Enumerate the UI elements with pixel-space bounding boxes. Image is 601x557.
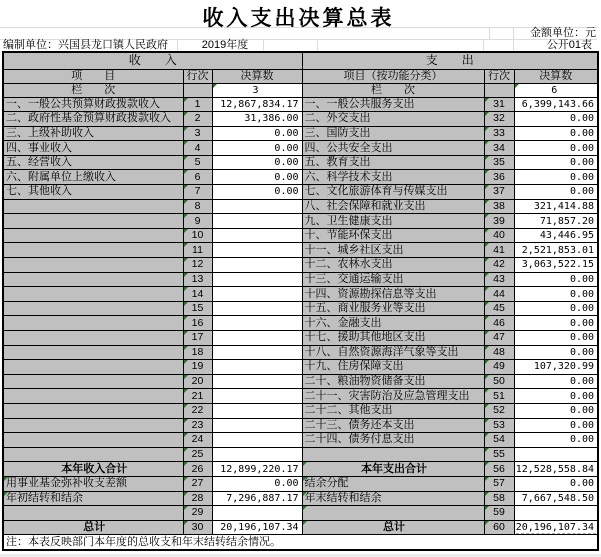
income-amount: 7,296,887.17 — [212, 491, 302, 506]
income-amount — [212, 243, 302, 258]
expense-line-number: 56 — [484, 462, 514, 477]
expense-amount: 0.00 — [514, 389, 598, 404]
table-row — [3, 316, 598, 331]
income-line-number: 1 — [183, 97, 212, 112]
income-amount — [212, 272, 302, 287]
expense-line-number: 41 — [484, 243, 514, 258]
income-line-number: 3 — [183, 126, 212, 141]
expense-amount: 0.00 — [514, 316, 598, 331]
income-line-number: 19 — [183, 360, 212, 375]
column-number-row — [3, 83, 598, 97]
expense-item-label: 十三、交通运输支出 — [302, 272, 484, 287]
expense-amount: 0.00 — [514, 141, 598, 156]
expense-amount: 71,857.20 — [514, 214, 598, 229]
expense-line-number: 45 — [484, 301, 514, 316]
table-row — [3, 520, 598, 535]
income-amount: 0.00 — [212, 170, 302, 185]
expense-line-number: 33 — [484, 126, 514, 141]
expense-line-number: 60 — [484, 520, 514, 535]
expense-line-number: 38 — [484, 199, 514, 214]
income-item-label — [3, 331, 183, 346]
expense-amount: 107,320.99 — [514, 360, 598, 375]
expense-item-label: 八、社会保障和就业支出 — [302, 199, 484, 214]
expense-item-label: 七、文化旅游体育与传媒支出 — [302, 185, 484, 200]
expense-line-number: 50 — [484, 374, 514, 389]
table-row — [3, 447, 598, 462]
expense-amount: 6,399,143.66 — [514, 97, 598, 112]
table-row — [3, 228, 598, 243]
expense-amount: 43,446.95 — [514, 228, 598, 243]
income-amount — [212, 316, 302, 331]
income-line-number: 29 — [183, 506, 212, 521]
income-item-label: 二、政府性基金预算财政拨款收入 — [3, 112, 183, 127]
expense-amount: 0.00 — [514, 287, 598, 302]
expense-item-header: 项目（按功能分类） — [302, 69, 484, 83]
income-amount — [212, 433, 302, 448]
income-line-number: 24 — [183, 433, 212, 448]
expense-item-label: 十六、金融支出 — [302, 316, 484, 331]
income-line-number: 22 — [183, 403, 212, 418]
expense-item-label — [302, 447, 484, 462]
table-row — [3, 360, 598, 375]
expense-item-label: 十、节能环保支出 — [302, 228, 484, 243]
expense-item-label: 九、卫生健康支出 — [302, 214, 484, 229]
income-amount — [212, 287, 302, 302]
table-row — [3, 345, 598, 360]
income-amount — [212, 228, 302, 243]
table-row — [3, 374, 598, 389]
footnote: 注：本表反映部门本年度的总收支和年末结转结余情况。 — [3, 535, 598, 550]
final-accounts-table — [2, 51, 599, 551]
expense-amount — [514, 447, 598, 462]
income-item-label — [3, 272, 183, 287]
income-line-number: 10 — [183, 228, 212, 243]
expense-amount: 0.00 — [514, 155, 598, 170]
section-header-row — [3, 52, 598, 69]
income-item-label — [3, 418, 183, 433]
expense-item-label: 十四、资源勘探信息等支出 — [302, 287, 484, 302]
income-line-header: 行次 — [183, 69, 212, 83]
table-row — [3, 331, 598, 346]
income-item-label — [3, 433, 183, 448]
expense-amount: 0.00 — [514, 345, 598, 360]
table-row — [3, 476, 598, 491]
income-item-label — [3, 228, 183, 243]
table-row — [3, 506, 598, 521]
income-item-label — [3, 345, 183, 360]
table-row — [3, 301, 598, 316]
income-line-number: 15 — [183, 301, 212, 316]
expense-line-number: 51 — [484, 389, 514, 404]
expense-line-number: 49 — [484, 360, 514, 375]
expense-line-number: 43 — [484, 272, 514, 287]
meta-row — [0, 39, 597, 51]
income-item-label: 年初结转和结余 — [3, 491, 183, 506]
table-row — [3, 155, 598, 170]
expense-item-label: 年末结转和结余 — [302, 491, 484, 506]
income-item-label — [3, 214, 183, 229]
expense-item-label: 十九、住房保障支出 — [302, 360, 484, 375]
table-row — [3, 185, 598, 200]
expense-line-number: 40 — [484, 228, 514, 243]
expense-amount-header: 决算数 — [514, 69, 598, 83]
table-row — [3, 389, 598, 404]
income-line-number: 17 — [183, 331, 212, 346]
income-item-label: 一、一般公共预算财政拨款收入 — [3, 97, 183, 112]
income-item-label — [3, 447, 183, 462]
expense-item-label: 十五、商业服务业等支出 — [302, 301, 484, 316]
expense-item-label: 六、科学技术支出 — [302, 170, 484, 185]
page-title: 收入支出决算总表 — [202, 7, 395, 30]
income-line-number: 27 — [183, 476, 212, 491]
expense-line-number: 59 — [484, 506, 514, 521]
income-item-label — [3, 506, 183, 521]
table-row — [3, 141, 598, 156]
expense-amount: 0.00 — [514, 331, 598, 346]
expense-line-number: 31 — [484, 97, 514, 112]
income-item-label — [3, 258, 183, 273]
expense-amount — [514, 506, 598, 521]
table-row — [3, 462, 598, 477]
income-amount: 0.00 — [212, 141, 302, 156]
expense-item-label: 十一、城乡社区支出 — [302, 243, 484, 258]
expense-line-number: 36 — [484, 170, 514, 185]
income-item-label — [3, 316, 183, 331]
income-line-number: 6 — [183, 170, 212, 185]
income-item-label: 三、上级补助收入 — [3, 126, 183, 141]
expense-line-number: 54 — [484, 433, 514, 448]
sheet-number: 公开01表 — [546, 39, 592, 51]
expense-item-label: 二、外交支出 — [302, 112, 484, 127]
expense-amount: 2,521,853.01 — [514, 243, 598, 258]
expense-line-number: 57 — [484, 476, 514, 491]
expense-item-label — [302, 506, 484, 521]
income-amount: 20,196,107.34 — [212, 520, 302, 535]
income-line-number: 30 — [183, 520, 212, 535]
income-line-number: 28 — [183, 491, 212, 506]
income-amount: 12,899,220.17 — [212, 462, 302, 477]
fiscal-year: 2019年度 — [201, 39, 249, 51]
table-row — [3, 258, 598, 273]
table-row — [3, 287, 598, 302]
income-item-label — [3, 243, 183, 258]
income-amount — [212, 345, 302, 360]
income-line-number: 25 — [183, 447, 212, 462]
expense-amount: 0.00 — [514, 272, 598, 287]
income-item-label: 六、附属单位上缴收入 — [3, 170, 183, 185]
table-row — [3, 214, 598, 229]
income-item-label — [3, 374, 183, 389]
income-amount — [212, 360, 302, 375]
table-row — [3, 272, 598, 287]
expense-line-number: 39 — [484, 214, 514, 229]
expense-lanci-label: 栏 次 — [302, 83, 484, 97]
income-amount — [212, 301, 302, 316]
income-line-number: 21 — [183, 389, 212, 404]
income-line-number: 20 — [183, 374, 212, 389]
expense-item-label: 二十三、债务还本支出 — [302, 418, 484, 433]
table-row — [3, 418, 598, 433]
expense-line-number: 48 — [484, 345, 514, 360]
income-amount: 12,867,834.17 — [212, 97, 302, 112]
income-section-title: 收 入 — [3, 52, 302, 69]
income-line-number: 16 — [183, 316, 212, 331]
expense-line-number: 42 — [484, 258, 514, 273]
expense-amount: 3,063,522.15 — [514, 258, 598, 273]
income-item-label: 四、事业收入 — [3, 141, 183, 156]
expense-line-number: 58 — [484, 491, 514, 506]
expense-amount: 0.00 — [514, 185, 598, 200]
table-row — [3, 170, 598, 185]
income-item-label: 用事业基金弥补收支差额 — [3, 476, 183, 491]
expense-line-number: 34 — [484, 141, 514, 156]
expense-line-number: 46 — [484, 316, 514, 331]
expense-item-label: 四、公共安全支出 — [302, 141, 484, 156]
income-item-label — [3, 389, 183, 404]
expense-item-label: 三、国防支出 — [302, 126, 484, 141]
expense-item-label: 十八、自然资源海洋气象等支出 — [302, 345, 484, 360]
expense-item-label: 一、一般公共服务支出 — [302, 97, 484, 112]
income-line-number: 11 — [183, 243, 212, 258]
income-line-number: 7 — [183, 185, 212, 200]
expense-lanci-empty — [484, 83, 514, 97]
expense-line-number: 35 — [484, 155, 514, 170]
expense-amount: 0.00 — [514, 301, 598, 316]
expense-line-number: 44 — [484, 287, 514, 302]
income-column-number: 3 — [212, 83, 302, 97]
income-item-label — [3, 403, 183, 418]
expense-amount: 12,528,558.84 — [514, 462, 598, 477]
income-line-number: 8 — [183, 199, 212, 214]
income-amount — [212, 214, 302, 229]
income-amount — [212, 258, 302, 273]
income-lanci-empty — [183, 83, 212, 97]
expense-item-label: 本年支出合计 — [302, 462, 484, 477]
income-line-number: 4 — [183, 141, 212, 156]
table-row — [3, 126, 598, 141]
expense-item-label: 五、教育支出 — [302, 155, 484, 170]
income-item-label — [3, 287, 183, 302]
expense-line-number: 55 — [484, 447, 514, 462]
expense-amount: 321,414.88 — [514, 199, 598, 214]
expense-amount: 0.00 — [514, 433, 598, 448]
expense-amount: 0.00 — [514, 170, 598, 185]
income-line-number: 13 — [183, 272, 212, 287]
prepared-by: 编制单位：兴国县龙口镇人民政府 — [3, 39, 168, 51]
income-amount: 0.00 — [212, 126, 302, 141]
expense-amount: 0.00 — [514, 112, 598, 127]
income-item-label — [3, 360, 183, 375]
table-row — [3, 433, 598, 448]
expense-section-title: 支 出 — [302, 52, 598, 69]
expense-item-label: 十二、农林水支出 — [302, 258, 484, 273]
income-line-number: 12 — [183, 258, 212, 273]
expense-amount: 0.00 — [514, 374, 598, 389]
income-item-label — [3, 301, 183, 316]
expense-amount: 7,667,548.50 — [514, 491, 598, 506]
expense-amount: 0.00 — [514, 403, 598, 418]
expense-amount: 0.00 — [514, 476, 598, 491]
income-item-header: 项 目 — [3, 69, 183, 83]
expense-amount: 20,196,107.34 — [514, 520, 598, 535]
income-amount-header: 决算数 — [212, 69, 302, 83]
expense-item-label: 十七、援助其他地区支出 — [302, 331, 484, 346]
expense-line-number: 53 — [484, 418, 514, 433]
amount-unit-note: 金额单位：元 — [530, 27, 596, 39]
income-item-label: 五、经营收入 — [3, 155, 183, 170]
income-amount — [212, 418, 302, 433]
expense-item-label: 二十四、债务付息支出 — [302, 433, 484, 448]
income-amount: 0.00 — [212, 185, 302, 200]
income-amount — [212, 506, 302, 521]
income-line-number: 14 — [183, 287, 212, 302]
expense-column-number: 6 — [514, 83, 598, 97]
table-row — [3, 243, 598, 258]
expense-item-label: 二十二、其他支出 — [302, 403, 484, 418]
income-amount — [212, 389, 302, 404]
income-line-number: 2 — [183, 112, 212, 127]
expense-item-label: 二十、粮油物资储备支出 — [302, 374, 484, 389]
table-row — [3, 491, 598, 506]
income-line-number: 23 — [183, 418, 212, 433]
income-item-label — [3, 199, 183, 214]
table-row — [3, 403, 598, 418]
table-row — [3, 112, 598, 127]
income-line-number: 18 — [183, 345, 212, 360]
expense-item-label: 结余分配 — [302, 476, 484, 491]
income-line-number: 26 — [183, 462, 212, 477]
income-amount: 0.00 — [212, 476, 302, 491]
income-line-number: 5 — [183, 155, 212, 170]
income-item-label: 七、其他收入 — [3, 185, 183, 200]
income-amount — [212, 403, 302, 418]
income-line-number: 9 — [183, 214, 212, 229]
expense-line-header: 行次 — [484, 69, 514, 83]
income-lanci-label: 栏 次 — [3, 83, 183, 97]
income-amount — [212, 374, 302, 389]
column-header-row — [3, 69, 598, 83]
table-row — [3, 199, 598, 214]
table-row — [3, 97, 598, 112]
income-amount — [212, 447, 302, 462]
income-amount: 31,386.00 — [212, 112, 302, 127]
expense-item-label: 总计 — [302, 520, 484, 535]
income-item-label: 本年收入合计 — [3, 462, 183, 477]
income-amount — [212, 331, 302, 346]
expense-line-number: 52 — [484, 403, 514, 418]
expense-item-label: 二十一、灾害防治及应急管理支出 — [302, 389, 484, 404]
expense-line-number: 47 — [484, 331, 514, 346]
expense-line-number: 32 — [484, 112, 514, 127]
expense-line-number: 37 — [484, 185, 514, 200]
expense-amount: 0.00 — [514, 126, 598, 141]
income-item-label: 总计 — [3, 520, 183, 535]
income-amount — [212, 199, 302, 214]
income-amount: 0.00 — [212, 155, 302, 170]
expense-amount: 0.00 — [514, 418, 598, 433]
footnote-row — [3, 535, 598, 550]
